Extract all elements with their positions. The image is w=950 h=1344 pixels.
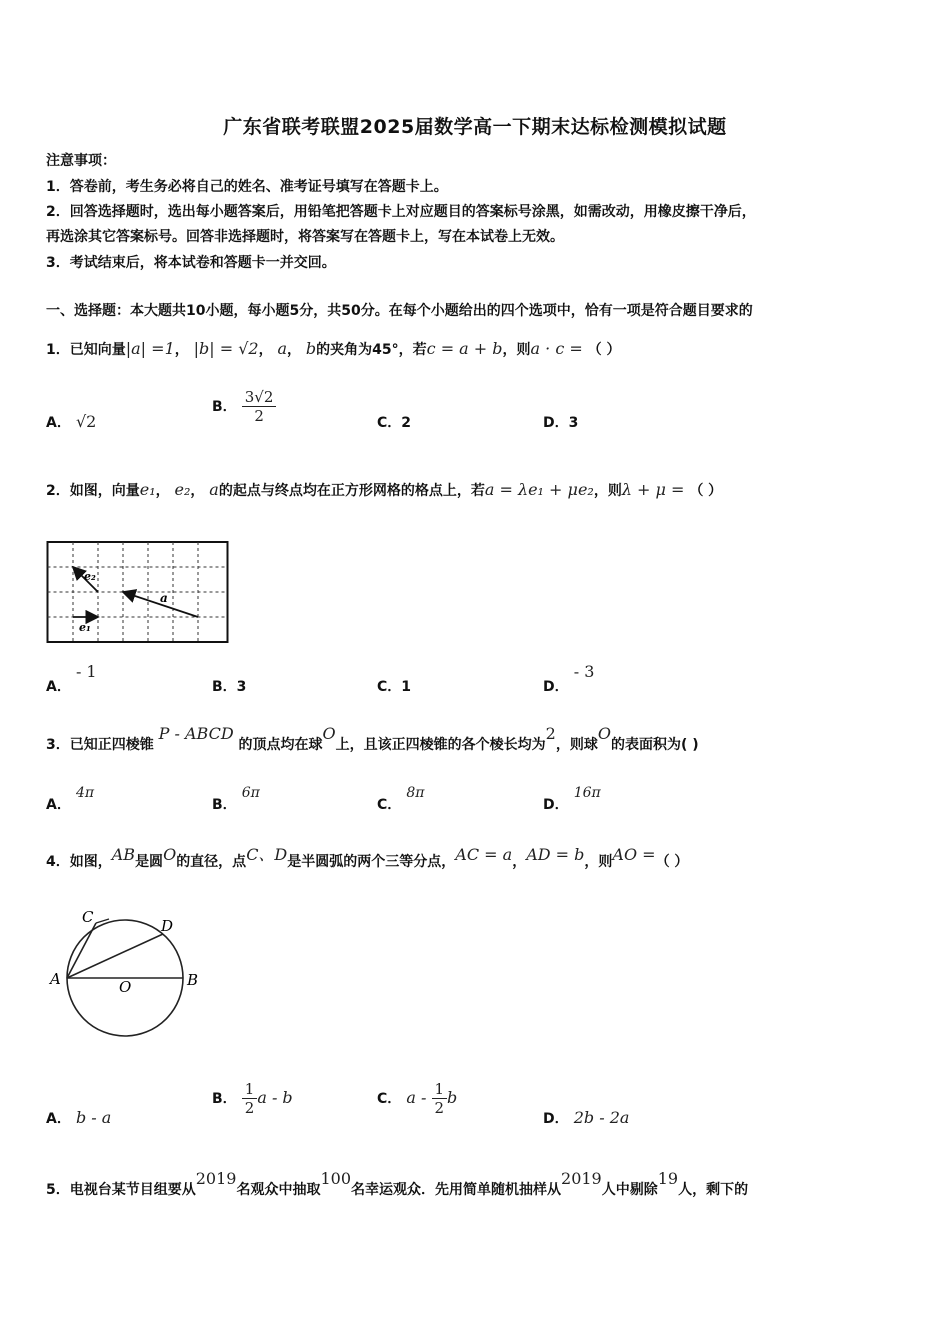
vector-grid-figure — [46, 538, 230, 646]
section-heading: 一、选择题：本大题共10小题，每小题5分，共50分。在每个小题给出的四个选项中，恰有一项是符合题目要求的 — [46, 303, 753, 319]
question-3-stem: 3．已知正四棱锥 P - ABCD 的顶点均在球O上，且该正四棱锥的各个棱长均为2，则球O的表面积为( ) — [46, 724, 699, 753]
q4-option-c: C． a - $\frac{1}{2}$ b — [377, 1080, 458, 1117]
question-2-stem: 2．如图，向量e₁， e₂， a的起点与终点均在正方形网格的格点上，若a = λe₁ + μe₂，则λ + μ = （ ） — [46, 480, 723, 499]
q2-option-a: A． - 1 — [46, 662, 97, 695]
q3-option-d: D． 16π — [543, 785, 601, 813]
notice-heading: 注意事项： — [46, 153, 116, 169]
question-5-stem: 5．电视台某节目组要从2019名观众中抽取100名幸运观众．先用简单随机抽样从2019人中剔除19人，剩下的 — [46, 1169, 749, 1198]
label-a: A — [50, 970, 61, 988]
label-b: B — [187, 971, 199, 989]
question-1-stem: 1．已知向量|a| =1， |b| = √2， a， b的夹角为45°，若c = a + b，则a · c = （ ） — [46, 339, 621, 358]
notice-item: 2．回答选择题时，选出每小题答案后，用铅笔把答题卡上对应题目的答案标号涂黑，如需改动，用橡皮擦干净后， — [46, 204, 756, 220]
q3-option-c: C． 8π — [377, 785, 425, 813]
notice-item: 1．答卷前，考生务必将自己的姓名、准考证号填写在答题卡上。 — [46, 179, 448, 195]
notice-item: 3．考试结束后，将本试卷和答题卡一并交回。 — [46, 255, 336, 271]
q2-option-c: C．1 — [377, 679, 412, 695]
label-e1: e₁ — [79, 621, 91, 634]
label-c: C — [82, 908, 94, 926]
q3-option-b: B． 6π — [212, 785, 260, 813]
label-d: D — [161, 917, 174, 935]
q1-option-d: D．3 — [543, 415, 579, 431]
circle-figure — [46, 904, 206, 1040]
q1-option-c: C．2 — [377, 415, 412, 431]
label-o: O — [119, 978, 132, 996]
q4-option-a: A． b - a — [46, 1108, 112, 1127]
q1-option-b: B． $\frac{3√2}{2}$ — [212, 388, 276, 425]
chord-ac — [67, 923, 96, 978]
page-title: 广东省联考联盟2025届数学高一下期末达标检测模拟试题 — [223, 116, 727, 138]
q2-option-b: B．3 — [212, 679, 247, 695]
q1-option-a: A． √2 — [46, 412, 97, 431]
label-e2: e₂ — [84, 570, 96, 583]
grid-lines — [48, 542, 228, 642]
question-4-stem: 4．如图，AB是圆O的直径，点C、D是半圆弧的两个三等分点，AC = a，AD = b，则AO =（ ） — [46, 845, 689, 870]
q2-option-d: D． - 3 — [543, 662, 595, 695]
q4-option-b: B． $\frac{1}{2}$ a - b — [212, 1080, 293, 1117]
label-a: a — [160, 591, 168, 605]
q3-option-a: A． 4π — [46, 785, 95, 813]
q4-option-d: D． 2b - 2a — [543, 1108, 630, 1127]
notice-item: 再选涂其它答案标号。回答非选择题时，将答案写在答题卡上，写在本试卷上无效。 — [46, 229, 564, 245]
